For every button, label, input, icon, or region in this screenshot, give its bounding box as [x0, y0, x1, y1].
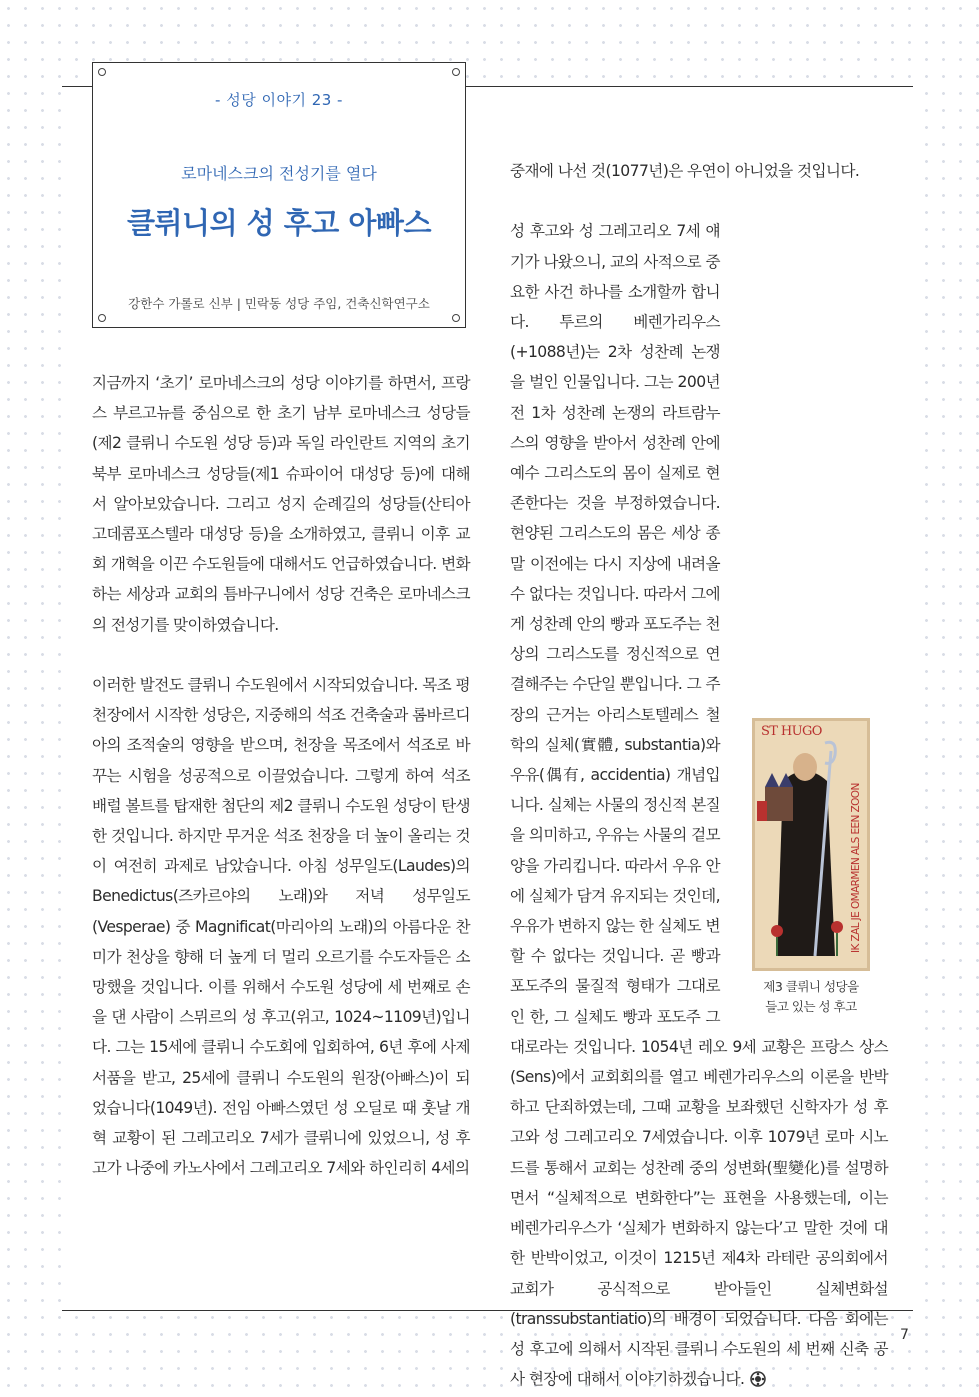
paragraph: 이러한 발전도 클뤼니 수도원에서 시작되었습니다. 목조 평천장에서 시작한 성당은, 지중해의 석조 건축술과 롬바르디아의 조적술의 영향을 받으며, 천장을 목조에서 석조로 바꾸는 시험을 성공적으로 이끌었습니다. 그렇게 하여 석조 배럴 볼트를 탑재한 첨단의 제2 클뤼니 수도원 성당이 탄생한 것입니다. 하지만 무거운 석조 천장을 더 높이 올리는 것이 여전히 과제로 남았습니다. 아침 성무일도(Laudes)의 Benedictus(즈카르야의 노래)와 저녁 성무일도(Vesperae) 중 Magnificat(마리아의 노래)의 아름다운 찬미가 천상을 향해 더 높게 더 멀리 오르기를 수도자들은 소망했을 것입니다. 이를 위해서 수도원 성당에 세 번째로 손을 댄 사람이 스뮈르의 성 후고(위고, 1024~1109년)입니다. 그는 15세에 클뤼니 수도회에 입회하여, 6년 후에 사제서품을 받고, 25세에 클뤼니 수도원의 원장(아빠스)이 되었습니다(1049년). 전임 아빠스였던 성 오딜로 때 훗날 개혁 교황이 된 그레고리오 7세가 클뤼니에 있었으니, 성 후고가 나중에 카노사에서 그레고리오 7세와 하인리히 4세의 [92, 676, 470, 1178]
author-line: 강한수 가롤로 신부 | 민락동 성당 주임, 건축신학연구소 [128, 296, 430, 311]
paragraph: 지금까지 ‘초기’ 로마네스크의 성당 이야기를 하면서, 프랑스 부르고뉴를 중심으로 한 초기 남부 로마네스크 성당들(제2 클뤼니 수도원 성당 등)과 독일 라인란트 지역의 초기 북부 로마네스크 성당들(제1 슈파이어 대성당 등)에 대해서 알아보았습니다. 그리고 성지 순례길의 성당들(산티아고데콤포스텔라 대성당 등)을 소개하였고, 클뤼니 이후 교회 개혁을 이끈 수도원들에 대해서도 언급하였습니다. 변화하는 세상과 교회의 틈바구니에서 성당 건축은 로마네스크의 전성기를 맞이하였습니다. [92, 374, 470, 634]
page-number: 7 [900, 1327, 909, 1343]
figure [732, 718, 890, 1017]
caption-line: 제3 클뤼니 성당을 [763, 979, 859, 995]
article-subtitle: 로마네스크의 전성기를 열다 [181, 164, 377, 183]
figure-caption [732, 977, 890, 1017]
title-box [92, 62, 466, 328]
right-column [510, 156, 888, 1394]
pin-icon [98, 314, 106, 322]
article-title: 클뤼니의 성 후고 아빠스 [127, 206, 431, 240]
painting-top-text: ST HUGO [761, 724, 822, 740]
pin-icon [98, 68, 106, 76]
paragraph: 성 후고와 성 그레고리오 7세 얘기가 나왔으니, 교의 사적으로 중요한 사건 하나를 소개할까 합니다. 투르의 베렌가리우스(+1088년)는 2차 성찬례 논쟁을 벌인 인물입니다. 그는 200년 전 1차 성찬례 논쟁의 라트람누스의 영향을 받아서 성찬례 안에 예수 그리스도의 몸이 실제로 현존한다는 것을 부정하였습니다. 현양된 그리스도의 몸은 세상 종말 이전에는 다시 지상에 내려올 수 없다는 것입니다. 따라서 그에게 성찬례 안의 빵과 포도주는 천상의 그리스도를 정신적으로 연결해주는 수단일 뿐입니다. 그 주장의 근거는 아리스토텔레스 철학의 실체(實體, substantia)와 우유(偶有, accidentia) 개념입니다. 실체는 사물의 정신적 본질을 의미하고, 우유는 사물의 겉모양을 가리킵니다. 따라서 우유 안에 실체가 담겨 유지되는 것인데, 우유가 변하지 않는 한 실체도 변할 수 없다는 것입니다. 곧 빵과 포도주의 물질적 형태가 그대로인 한, 그 실체도 빵과 포도주 그대로라는 것입니다. 1054년 레오 9세 교황은 프랑스 상스(Sens)에서 교회회의를 열고 베렌가리우스의 이론을 반박하고 단죄하였는데, 그때 교황을 보좌했던 신학자가 성 후고와 성 그레고리오 7세였습니다. 이후 1079년 로마 시노드를 통해서 교회는 성찬례 중의 성변화(聖變化)를 설명하면서 “실체적으로 변화한다”는 표현을 사용했는데, 이는 베렌가리우스가 ‘실체가 변화하지 않는다’고 말한 것에 대한 반박이었고, 이것이 1215년 제4차 라테란 공의회에서 교회가 공식적으로 받아들인 실체변화설(transsubstantiatio)의 배경이 되었습니다. 다음 회에는 성 후고에 의해서 시작된 클뤼니 수도원의 세 번째 신축 공사 현장에 대해서 이야기하겠습니다. [510, 222, 888, 1389]
saint-hugo-painting [752, 718, 870, 971]
pin-icon [452, 68, 460, 76]
left-column [92, 368, 470, 1183]
painting-illustration [755, 721, 867, 968]
pin-icon [452, 314, 460, 322]
paragraph-wrapper [510, 216, 888, 1394]
series-label: - 성당 이야기 23 - [215, 91, 343, 109]
circle-ornament-icon [750, 1367, 766, 1383]
painting-side-text: IK ZAL JE OMARMEN ALS EEN ZOON [850, 783, 862, 954]
caption-line: 들고 있는 성 후고 [765, 999, 857, 1015]
paragraph: 중재에 나선 것(1077년)은 우연이 아니었을 것입니다. [510, 162, 860, 180]
